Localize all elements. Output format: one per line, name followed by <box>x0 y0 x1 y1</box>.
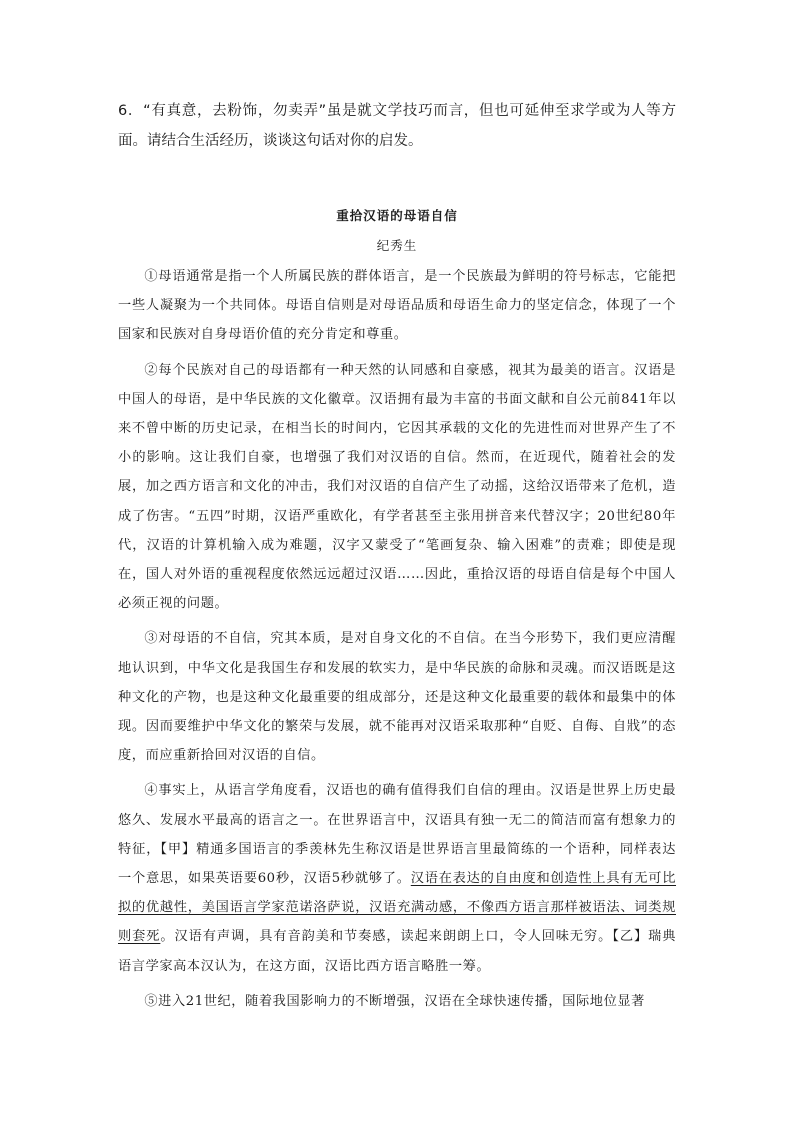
paragraph-5: ⑤进入21世纪，随着我国影响力的不断增强，汉语在全球快速传播，国际地位显著 <box>144 993 645 1009</box>
paragraph-4-text-before: ④事实上，从语言学角度看，汉语也的确有值得我们自信的理由。汉语是世界上历史最悠久、发展水平最高的语言之一。在世界语言中，汉语具有独一无二的简洁而富有想象力的特征，【甲】精通多国语言的季羡林先生称汉语是世界语言里最简练的一个语种，同样表达一个意思，如果英语要60秒，汉语5秒就够了。 <box>118 783 676 887</box>
article-author: 纪秀生 <box>376 238 418 253</box>
document-page <box>118 96 676 1016</box>
question-6: 6．“有真意，去粉饰，勿卖弄”虽是就文学技巧而言，但也可延伸至求学或为人等方面。请结合生活经历，谈谈这句话对你的启发。 <box>118 103 676 149</box>
paragraph-1: ①母语通常是指一个人所属民族的群体语言，是一个民族最为鲜明的符号标志，它能把一些人凝聚为一个共同体。母语自信则是对母语品质和母语生命力的坚定信念，体现了一个国家和民族对自身母语价值的充分肯定和尊重。 <box>118 269 676 343</box>
paragraph-4 <box>118 776 676 980</box>
underlined-sentence: 汉语在表达的自由度和创造性上具有无可比拟的优越性，美国语言学家范诺洛萨说，汉语充满动感，不像西方语言那样被语法、词类规则套死 <box>118 871 677 945</box>
paragraph-2: ②每个民族对自己的母语都有一种天然的认同感和自豪感，视其为最美的语言。汉语是中国人的母语，是中华民族的文化徽章。汉语拥有最为丰富的书面文献和自公元前841年以来不曾中断的历史记录，在相当长的时间内，它因其承载的文化的先进性而对世界产生了不小的影响。这让我们自豪，也增强了我们对汉语的自信。然而，在近现代，随着社会的发展，加之西方语言和文化的冲击，我们对汉语的自信产生了动摇，这给汉语带来了危机，造成了伤害。“五四”时期，汉语严重欧化，有学者甚至主张用拼音来代替汉字；20世纪80年代，汉语的计算机输入成为难题，汉字又蒙受了“笔画复杂、输入困难”的责难；即使是现在，国人对外语的重视程度依然远远超过汉语……因此，重拾汉语的母语自信是每个中国人必须正视的问题。 <box>118 362 676 612</box>
paragraph-4-text-after: 。汉语有声调，具有音韵美和节奏感，读起来朗朗上口，令人回味无穷。【乙】瑞典语言学家高本汉认为，在这方面，汉语比西方语言略胜一筹。 <box>118 929 676 974</box>
article-title: 重拾汉语的母语自信 <box>336 208 458 223</box>
paragraph-3: ③对母语的不自信，究其本质，是对自身文化的不自信。在当今形势下，我们更应清醒地认识到，中华文化是我国生存和发展的软实力，是中华民族的命脉和灵魂。而汉语既是这种文化的产物，也是这种文化最重要的组成部分，还是这种文化最重要的载体和最集中的体现。因而要维护中华文化的繁荣与发展，就不能再对汉语采取那种“自贬、自侮、自戕”的态度，而应重新拾回对汉语的自信。 <box>118 631 676 764</box>
